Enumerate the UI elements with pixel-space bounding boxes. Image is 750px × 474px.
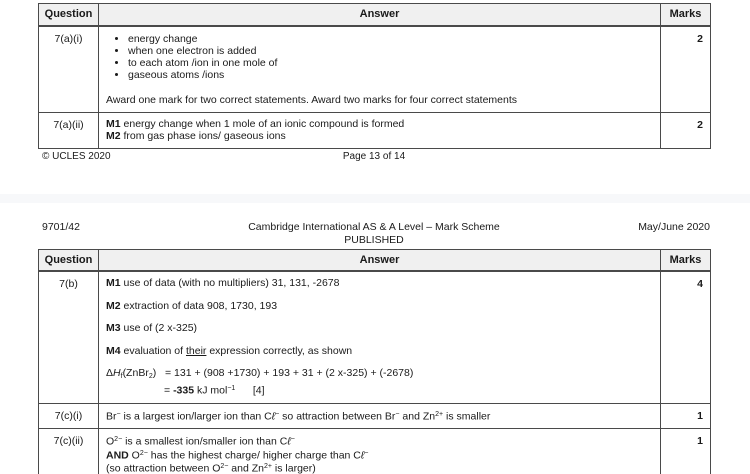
marks-value: 1 [661, 429, 711, 474]
answer-cell [99, 113, 661, 149]
question-number: 7(c)(i) [39, 403, 99, 429]
answer-cell [99, 429, 661, 474]
question-number: 7(a)(i) [39, 26, 99, 113]
table-header-row [39, 4, 711, 26]
answer-cell [99, 403, 661, 429]
answer-line: M2 from gas phase ions/ gaseous ions [106, 130, 286, 143]
copyright-notice: © UCLES 2020 [42, 151, 111, 162]
marking-guidance-note: Award one mark for two correct statements. Award two marks for four correct statements [106, 93, 518, 106]
column-header-answer: Answer [99, 250, 661, 272]
table-header-row [39, 250, 711, 272]
marks-value: 2 [661, 26, 711, 113]
table-row [39, 113, 711, 149]
answer-line: (so attraction between $O^{2-}$ and $Zn^{2+}$ is larger) [106, 462, 316, 474]
published-label: PUBLISHED [344, 233, 404, 246]
document-title: Cambridge International AS & A Level – Mark Scheme [248, 221, 500, 233]
answer-line: M3 use of (2 x-325) [106, 322, 198, 334]
question-number: 7(a)(ii) [39, 113, 99, 149]
bullet-item: • to each atom /ion in one mole of [128, 57, 652, 69]
page14-header [38, 221, 710, 246]
answer-cell [99, 26, 661, 113]
answer-bullet-list [106, 33, 652, 82]
page-separator [0, 194, 750, 203]
answer-cell [99, 271, 661, 403]
marks-value: 2 [661, 113, 711, 149]
question-number: 7(c)(ii) [39, 429, 99, 474]
enthalpy-result-line: = -335 kJ mol$^{-1}$ [4] [164, 384, 265, 397]
mark-scheme-table-page14 [38, 249, 711, 474]
column-header-question: Question [39, 250, 99, 272]
bullet-item: • when one electron is added [128, 45, 652, 57]
answer-line: M2 extraction of data 908, 1730, 193 [106, 299, 278, 312]
table-row [39, 429, 711, 474]
page13-footer [38, 151, 710, 162]
bullet-item: • energy change [128, 33, 652, 45]
column-header-marks: Marks [661, 250, 711, 272]
table-row [39, 403, 711, 429]
answer-line: M1 use of data (with no multipliers) 31, 131, -2678 [106, 277, 340, 289]
column-header-marks: Marks [661, 4, 711, 26]
column-header-answer: Answer [99, 4, 661, 26]
column-header-question: Question [39, 4, 99, 26]
answer-line: M1 energy change when 1 mole of an ionic compound is formed [106, 118, 405, 131]
answer-line: Br− is a largest ion/larger ion than Cℓ− so attraction between Br− and $Zn^{2+}$ is smaller [106, 410, 491, 422]
mark-scheme-table-page13 [38, 3, 711, 149]
bullet-item: • gaseous atoms /ions [128, 69, 652, 81]
enthalpy-equation-line: $\Delta H_f(ZnBr_2) = 131 + (908 +1730) + 193 + 31 + (2$ x-325) + (-2678) [106, 367, 414, 380]
document-title-block [38, 221, 710, 246]
paper-code: 9701/42 [42, 221, 80, 233]
page-number: Page 13 of 14 [342, 151, 406, 162]
marks-value: 1 [661, 403, 711, 429]
table-row [39, 26, 711, 113]
answer-line: M4 evaluation of their expression correctly, as shown [106, 344, 353, 357]
answer-line: AND $O^{2-}$ has the highest charge/ higher charge than Cℓ− [106, 449, 369, 461]
page14-region [38, 249, 711, 474]
marks-value: 4 [661, 271, 711, 403]
exam-session-date: May/June 2020 [638, 221, 710, 233]
page13-region [38, 3, 711, 149]
question-number: 7(b) [39, 271, 99, 403]
answer-line: $O^{2-}$ is a smallest ion/smaller ion than Cℓ− [106, 435, 295, 448]
table-row [39, 271, 711, 403]
